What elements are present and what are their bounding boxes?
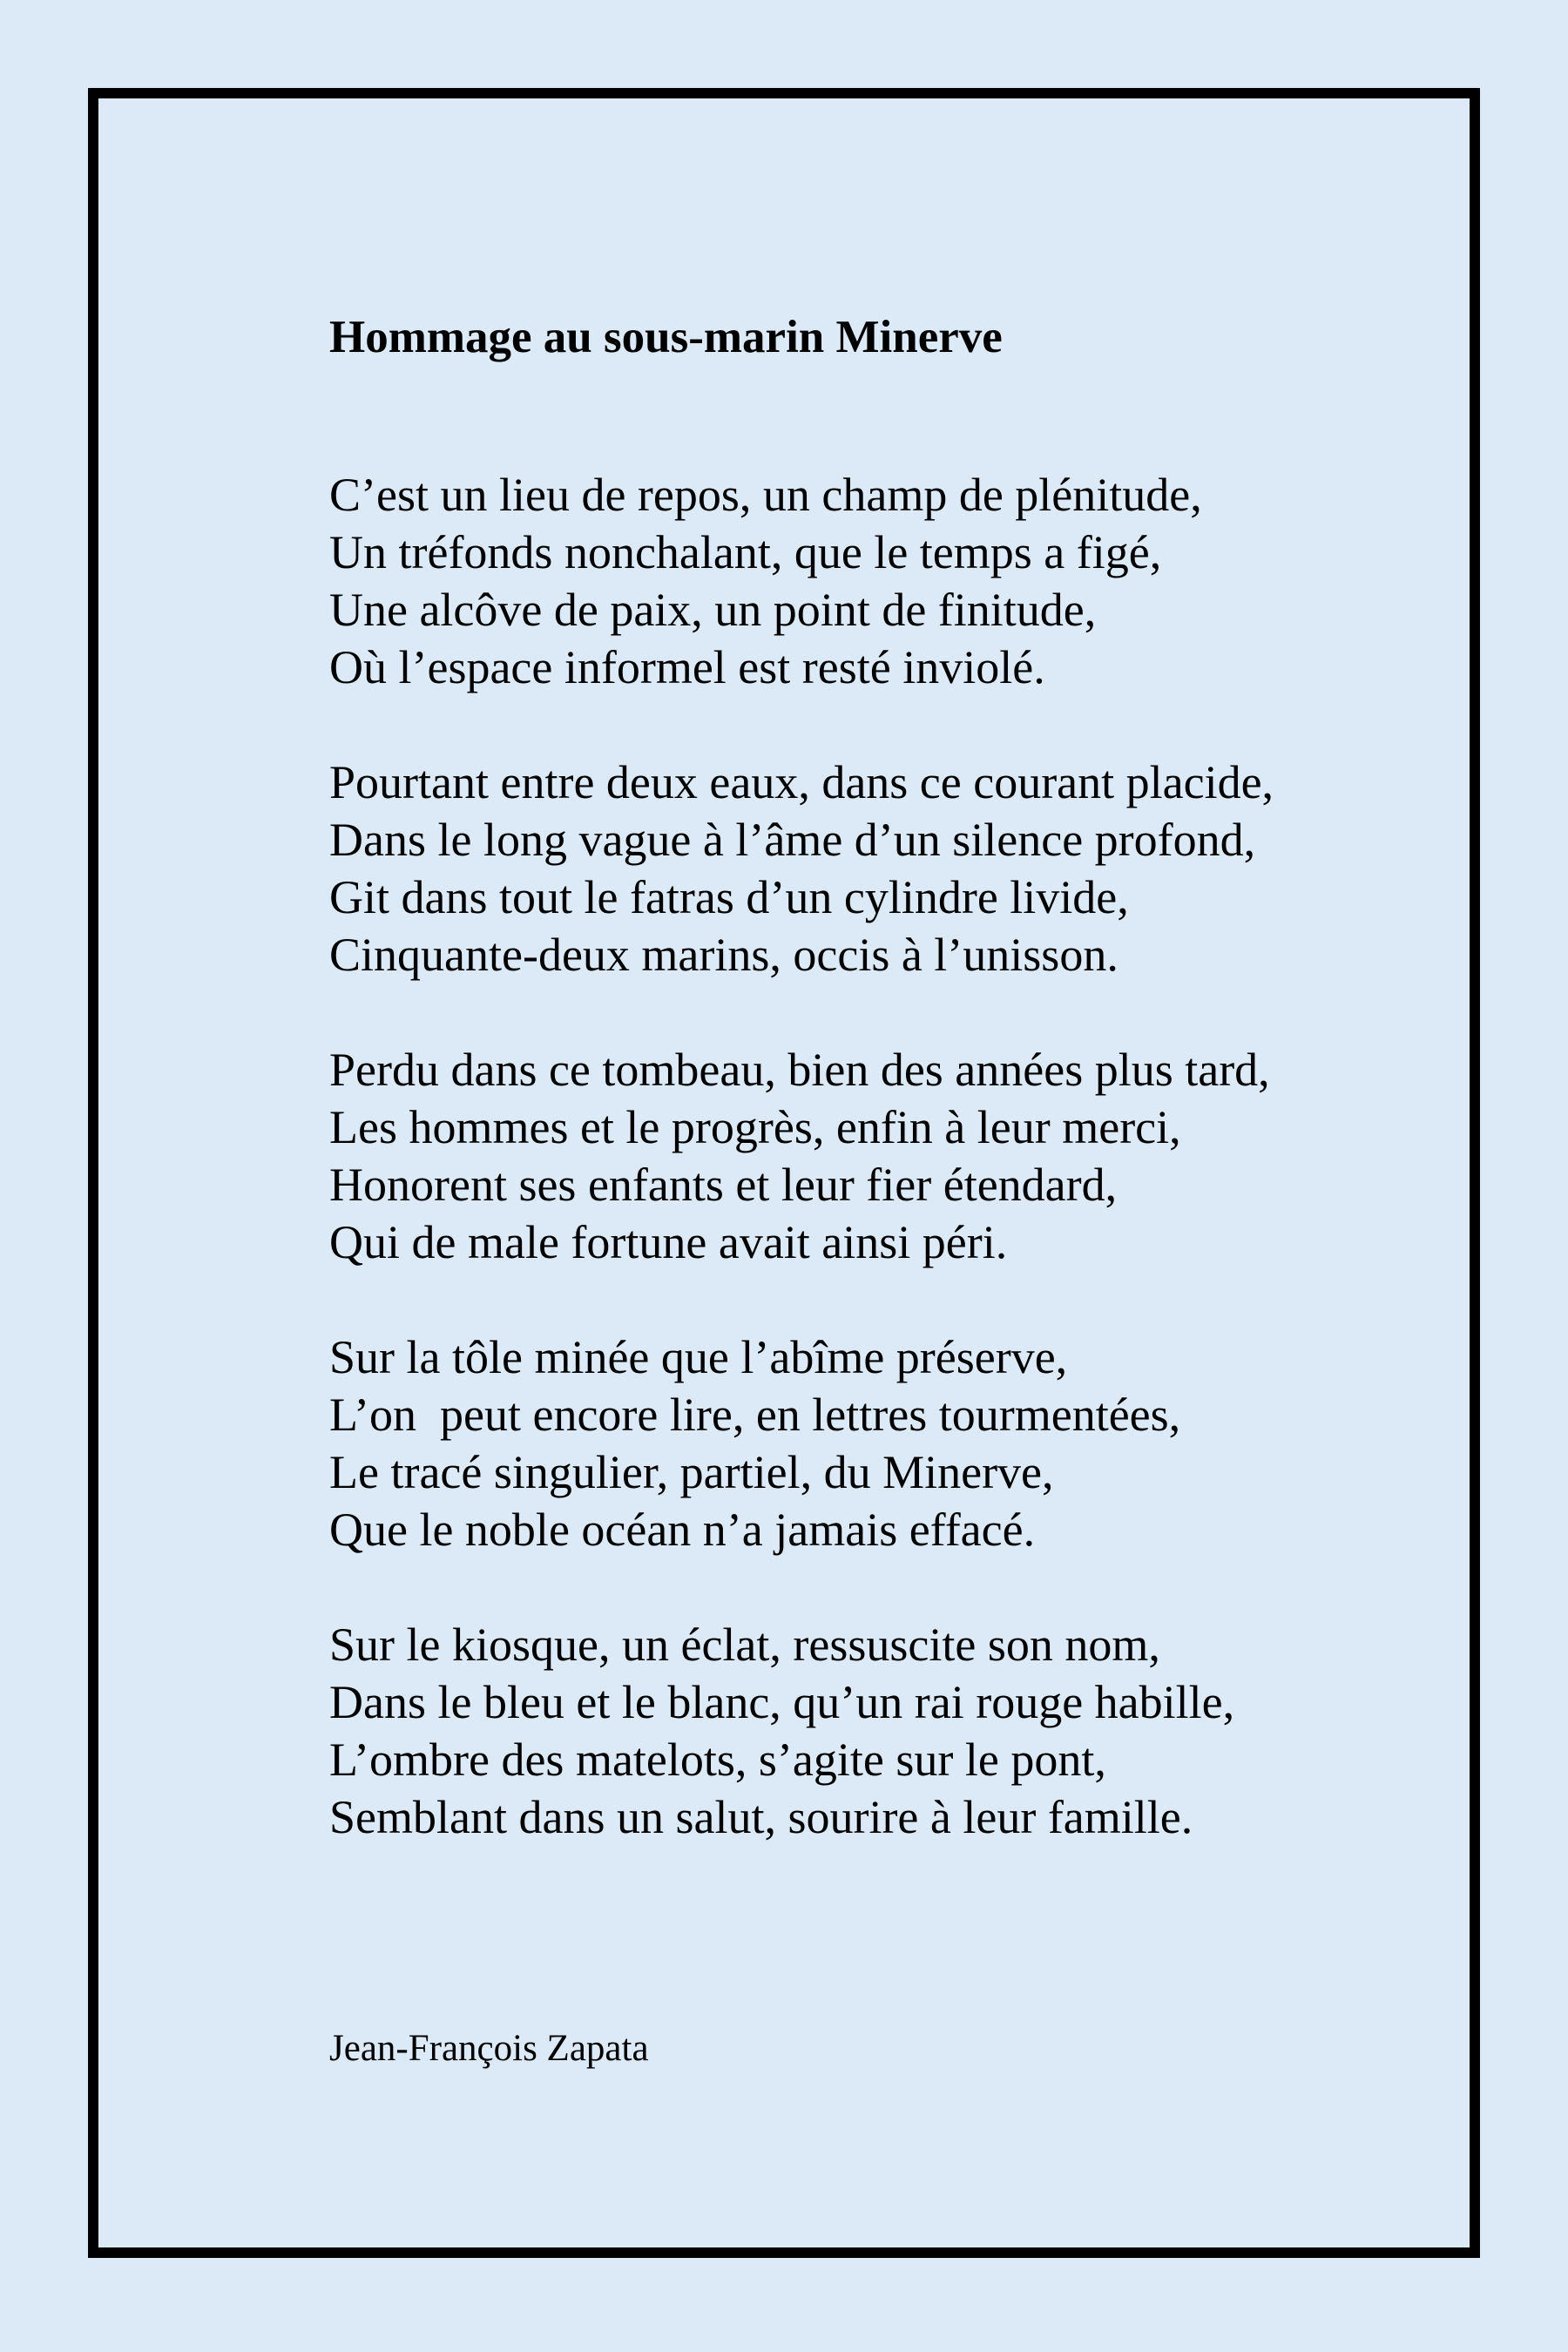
poem-line: Sur la tôle minée que l’abîme préserve, bbox=[329, 1331, 1068, 1383]
poem-line: Git dans tout le fatras d’un cylindre livide, bbox=[329, 871, 1129, 923]
stanza-4 bbox=[329, 1328, 1418, 1558]
poem-body bbox=[329, 466, 1418, 1903]
poem-line: Sur le kiosque, un éclat, ressuscite son nom, bbox=[329, 1619, 1160, 1671]
poem-line: Une alcôve de paix, un point de finitude, bbox=[329, 584, 1097, 636]
poem-line: C’est un lieu de repos, un champ de plénitude, bbox=[329, 469, 1202, 521]
poem-line: Le tracé singulier, partiel, du Minerve, bbox=[329, 1446, 1054, 1498]
author-signature: Jean-François Zapata bbox=[329, 2028, 649, 2069]
poem-line: Que le noble océan n’a jamais effacé. bbox=[329, 1504, 1036, 1556]
poem-line: Qui de male fortune avait ainsi péri. bbox=[329, 1216, 1008, 1268]
poem-line: L’ombre des matelots, s’agite sur le pont, bbox=[329, 1734, 1106, 1786]
poem-title: Hommage au sous-marin Minerve bbox=[329, 312, 1003, 362]
poem-line: Dans le bleu et le blanc, qu’un rai rouge habille, bbox=[329, 1676, 1235, 1728]
poem-line: L’on peut encore lire, en lettres tourmentées, bbox=[329, 1389, 1181, 1441]
poem-line: Perdu dans ce tombeau, bien des années plus tard, bbox=[329, 1044, 1270, 1096]
poem-line: Semblant dans un salut, sourire à leur famille. bbox=[329, 1791, 1193, 1843]
stanza-1 bbox=[329, 466, 1418, 696]
poem-line: Dans le long vague à l’âme d’un silence profond, bbox=[329, 814, 1256, 866]
stanza-3 bbox=[329, 1041, 1418, 1271]
poem-line: Pourtant entre deux eaux, dans ce courant placide, bbox=[329, 756, 1274, 808]
poem-line: Cinquante-deux marins, occis à l’unisson. bbox=[329, 929, 1119, 981]
poem-line: Les hommes et le progrès, enfin à leur merci, bbox=[329, 1101, 1181, 1153]
stanza-2 bbox=[329, 754, 1418, 983]
stanza-5 bbox=[329, 1616, 1418, 1846]
poem-line: Où l’espace informel est resté inviolé. bbox=[329, 641, 1045, 693]
poem-line: Honorent ses enfants et leur fier étendard, bbox=[329, 1159, 1118, 1211]
poem-line: Un tréfonds nonchalant, que le temps a figé, bbox=[329, 526, 1162, 578]
